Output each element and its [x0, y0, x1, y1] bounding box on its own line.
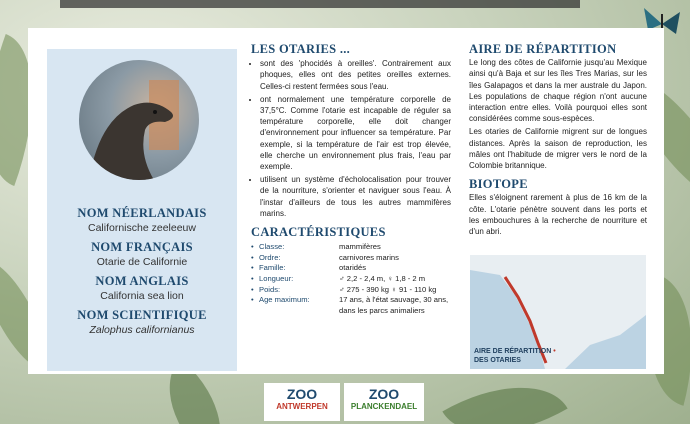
- otaries-bullet: • sont des 'phocidés à oreilles'. Contrairement aux phoques, elles ont des petites oreilles externes. Celles-ci restent fermées sous l'eau.: [260, 58, 451, 92]
- zoo-antwerpen-zoo: ZOO: [286, 386, 318, 402]
- french-name-heading: NOM FRANÇAIS: [91, 240, 193, 254]
- repartition-column: [469, 44, 647, 237]
- zoo-antwerpen-logo: [264, 383, 340, 421]
- char-value: otaridés: [339, 263, 367, 273]
- char-key: • Poids:: [251, 285, 339, 296]
- zoo-planckendael-zoo: ZOO: [368, 386, 400, 402]
- sea-lion-photo: [79, 60, 199, 180]
- map-label-line1: AIRE DE RÉPARTITION: [474, 348, 552, 355]
- char-value: ♂ 275 - 390 kg ♀ 91 - 110 kg: [339, 284, 437, 294]
- otaries-title: LES OTARIES ...: [251, 42, 351, 56]
- french-name: Otarie de Californie: [96, 256, 188, 268]
- repartition-text-2: Les otaries de Californie migrent sur de longues distances. Après la saison de reproduction, les mâles ont l'habitude de migrer vers le nord de la Colombie britannique.: [469, 127, 647, 171]
- char-value: mammifères: [339, 242, 381, 252]
- top-title-strip: [60, 0, 580, 8]
- scientific-name: Zalophus californianus: [89, 324, 195, 336]
- char-key: • Ordre:: [251, 253, 339, 264]
- english-name-heading: NOM ANGLAIS: [95, 274, 189, 288]
- dutch-name-heading: NOM NÉERLANDAIS: [77, 206, 207, 220]
- repartition-text-1: Le long des côtes de Californie jusqu'au Mexique ainsi qu'à Baja et sur les îles Tres Marias, sur les îles Galapagos et dans la mer australe du Japon. Les populations de chaque région n'ont aucune interaction entre elles. Voilà pourquoi elles sont considérées comme sous-espèces.: [469, 58, 647, 124]
- repartition-title: AIRE DE RÉPARTITION: [469, 42, 617, 56]
- otaries-bullet: • utilisent un système d'écholocalisation pour trouver de la nourriture, s'orienter et naviguer sous l'eau. À l'instar d'ailleurs de tous les autres mammifères marins.: [260, 174, 451, 219]
- caracteristiques-table: [251, 242, 451, 316]
- otaries-column: [251, 44, 451, 316]
- char-value: ♂ 2,2 - 2,4 m, ♀ 1,8 - 2 m: [339, 274, 426, 284]
- map-label-line2: DES OTARIES: [474, 356, 521, 364]
- distribution-map: [470, 255, 646, 369]
- otaries-bullets: [251, 58, 451, 219]
- char-key: • Age maximum:: [251, 295, 339, 316]
- zoo-planckendael-logo: [344, 383, 424, 421]
- char-key: • Famille:: [251, 263, 339, 274]
- biotope-text: Elles s'éloignent rarement à plus de 16 km de la côte. L'otarie pénètre souvent dans les ports et les embouchures à la recherche de nourriture et d'un abri.: [469, 193, 647, 237]
- names-list: [47, 200, 237, 336]
- caracteristiques-title: CARACTÉRISTIQUES: [251, 225, 386, 240]
- otaries-bullet: • ont normalement une température corporelle de 37,5°C. Comme l'otarie est incapable de réguler sa température corporelle, elle doit changer d'environnement pour influencer sa température. Par exemple, si la température de l'air est trop élevée, elle cherche un environnement plus frais, l'eau par exemple.: [260, 94, 451, 172]
- zoo-antwerpen-city: ANTWERPEN: [276, 402, 328, 411]
- dutch-name: Californische zeeleeuw: [88, 222, 196, 234]
- map-label: [474, 348, 556, 365]
- english-name: California sea lion: [100, 290, 184, 302]
- scientific-name-heading: NOM SCIENTIFIQUE: [77, 308, 207, 322]
- char-key: • Classe:: [251, 242, 339, 253]
- zoo-planckendael-city: PLANCKENDAEL: [350, 402, 418, 411]
- legend-bullet-icon: •: [553, 348, 556, 355]
- char-key: • Longueur:: [251, 274, 339, 285]
- char-value: 17 ans, à l'état sauvage, 30 ans, dans les parcs animaliers: [339, 295, 449, 315]
- char-value: carnivores marins: [339, 252, 399, 262]
- biotope-title: BIOTOPE: [469, 177, 528, 192]
